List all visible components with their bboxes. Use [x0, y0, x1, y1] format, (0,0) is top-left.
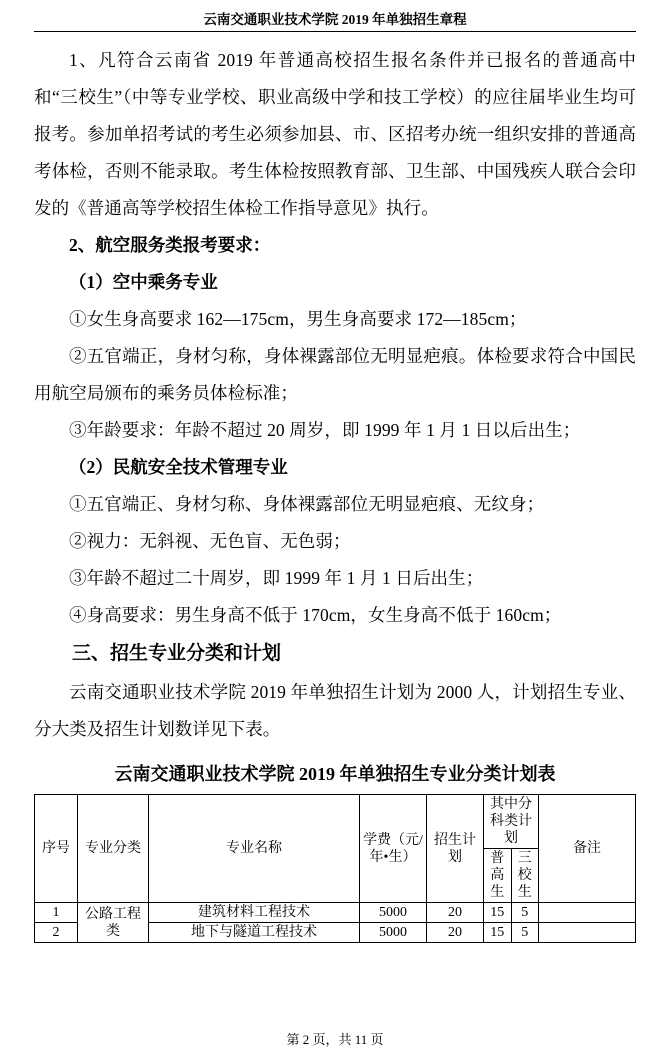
table-title: 云南交通职业技术学院 2019 年单独招生专业分类计划表 [114, 764, 556, 784]
paragraph-security-appearance: ①五官端正、身材匀称、身体裸露部位无明显疤痕、无纹身； [69, 494, 545, 514]
cell-category: 公路工程类 [78, 903, 149, 943]
header-no: 序号 [35, 795, 78, 903]
header-major-name: 专业名称 [149, 795, 360, 903]
cell-putong: 15 [484, 903, 512, 923]
heading-cabin-crew-major: （1）空中乘务专业 [69, 272, 218, 292]
cell-tuition: 5000 [360, 903, 427, 923]
table-header-row [35, 795, 636, 849]
paragraph-security-height: ④身高要求：男生身高不低于 170cm，女生身高不低于 160cm； [69, 605, 562, 625]
header-note: 备注 [539, 795, 636, 903]
table-body [35, 903, 636, 943]
cell-sanxiao: 5 [511, 923, 539, 943]
heading-aviation-requirements: 2、航空服务类报考要求： [69, 235, 271, 255]
page-header: 云南交通职业技术学院 2019 年单独招生章程 [34, 8, 636, 32]
header-category: 专业分类 [78, 795, 149, 903]
page-footer: 第 2 页，共 11 页 [286, 1032, 384, 1047]
table-row [35, 903, 636, 923]
paragraph-age-requirement: ③年龄要求：年龄不超过 20 周岁，即 1999 年 1 月 1 日以后出生； [69, 420, 581, 440]
enrollment-plan-table [34, 794, 636, 943]
cell-tuition: 5000 [360, 923, 427, 943]
paragraph-height-requirement: ①女生身高要求 162—175cm，男生身高要求 172—185cm； [69, 309, 527, 329]
paragraph-security-age: ③年龄不超过二十周岁，即 1999 年 1 月 1 日后出生； [69, 568, 484, 588]
cell-no: 1 [35, 903, 78, 923]
header-plan-count: 招生计划 [427, 795, 484, 903]
header-sub-sanxiao: 三校生 [511, 849, 539, 903]
heading-aviation-security-major: （2）民航安全技术管理专业 [69, 457, 288, 477]
header-tuition: 学费（元/年•生） [360, 795, 427, 903]
cell-putong: 15 [484, 923, 512, 943]
table-head [35, 795, 636, 903]
header-sub-putong: 普高生 [484, 849, 512, 903]
cell-note [539, 923, 636, 943]
cell-major-name: 地下与隧道工程技术 [149, 923, 360, 943]
paragraph-appearance-requirement: ②五官端正，身材匀称，身体裸露部位无明显疤痕。体检要求符合中国民用航空局颁布的乘务员体检标准； [34, 346, 636, 403]
cell-plan-count: 20 [427, 923, 484, 943]
cell-sanxiao: 5 [511, 903, 539, 923]
header-subgroup: 其中分科类计划 [484, 795, 539, 849]
cell-no: 2 [35, 923, 78, 943]
cell-note [539, 903, 636, 923]
cell-major-name: 建筑材料工程技术 [149, 903, 360, 923]
heading-section-three: 三、招生专业分类和计划 [72, 643, 282, 664]
paragraph-security-vision: ②视力：无斜视、无色盲、无色弱； [69, 531, 351, 551]
paragraph-plan-intro: 云南交通职业技术学院 2019 年单独招生计划为 2000 人，计划招生专业、分大类及招生计划数详见下表。 [34, 682, 636, 739]
cell-plan-count: 20 [427, 903, 484, 923]
paragraph-requirements-1: 1、凡符合云南省 2019 年普通高校招生报名条件并已报名的普通高中和“三校生”（中等专业学校、职业高级中学和技工学校）的应往届毕业生均可报考。参加单招考试的考生必须参加县、市、区招考办统一组织安排的普通高考体检，否则不能录取。考生体检按照教育部、卫生部、中国残疾人联合会印发的《普通高等学校招生体检工作指导意见》执行。 [34, 50, 636, 218]
